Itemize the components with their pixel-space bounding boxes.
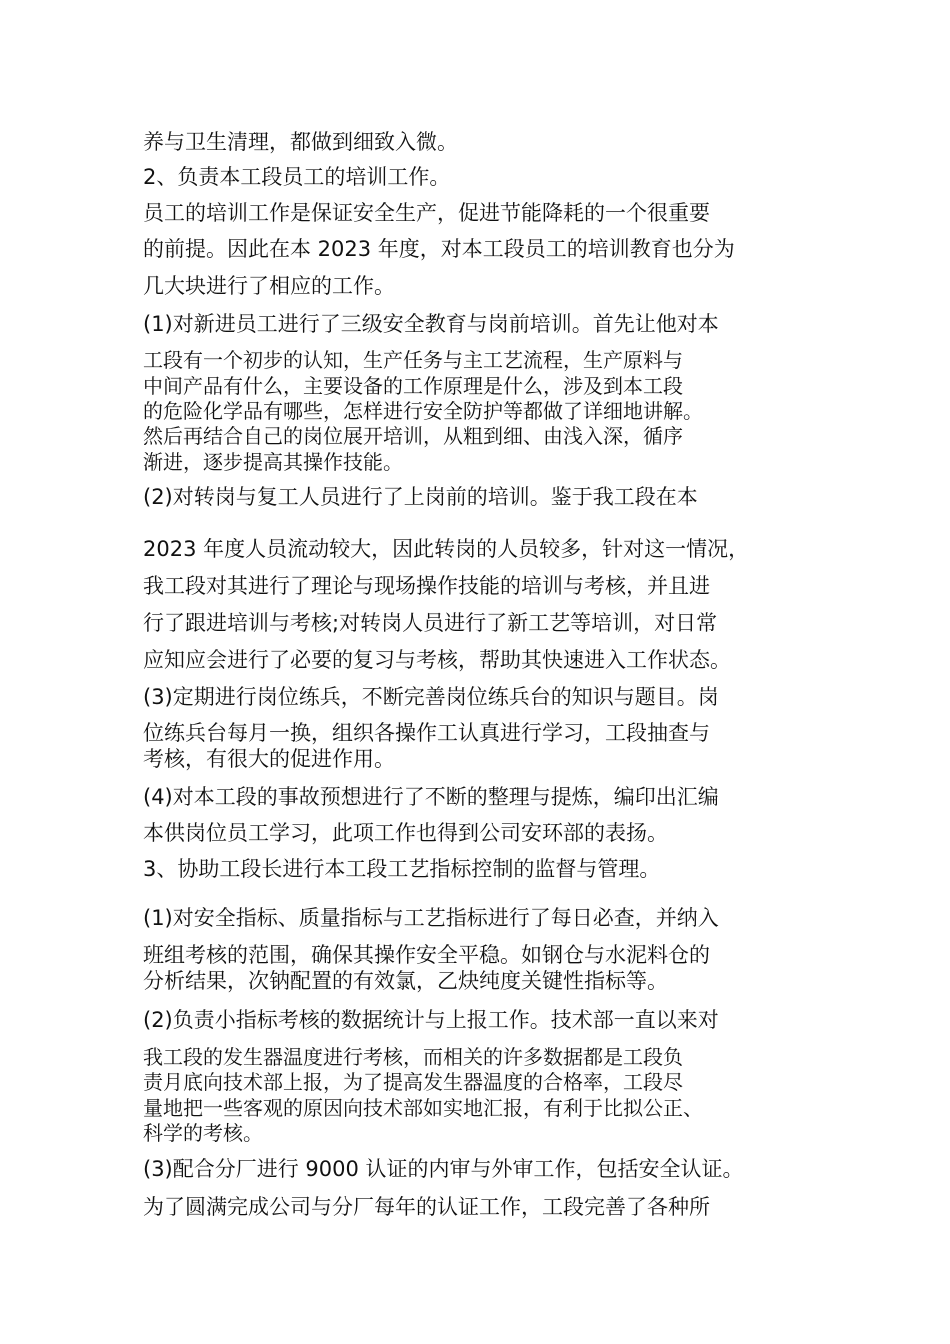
text-line: 我工段对其进行了理论与现场操作技能的培训与考核，并且进	[143, 574, 710, 598]
text-line: (1)对安全指标、质量指标与工艺指标进行了每日必查，并纳入	[143, 906, 719, 930]
text-line: 分析结果，次钠配置的有效氯，乙炔纯度关键性指标等。	[143, 969, 668, 993]
text-line: 2023 年度人员流动较大，因此转岗的人员较多，针对这一情况，	[143, 537, 750, 561]
text-line: 我工段的发生器温度进行考核，而相关的许多数据都是工段负	[143, 1045, 683, 1069]
text-line: 行了跟进培训与考核;对转岗人员进行了新工艺等培训，对日常	[143, 611, 718, 635]
text-line: 然后再结合自己的岗位展开培训，从粗到细、由浅入深，循序	[143, 424, 683, 448]
text-line: 3、协助工段长进行本工段工艺指标控制的监督与管理。	[143, 857, 661, 881]
text-line: 工段有一个初步的认知，生产任务与主工艺流程，生产原料与	[143, 348, 683, 372]
text-line: 中间产品有什么，主要设备的工作原理是什么，涉及到本工段	[143, 374, 683, 398]
text-line: (2)负责小指标考核的数据统计与上报工作。技术部一直以来对	[143, 1008, 719, 1032]
text-line: 的危险化学品有哪些，怎样进行安全防护等都做了详细地讲解。	[143, 399, 703, 423]
text-line: 养与卫生清理，都做到细致入微。	[143, 130, 458, 154]
text-line: 考核，有很大的促进作用。	[143, 747, 395, 771]
text-line: 员工的培训工作是保证安全生产，促进节能降耗的一个很重要	[143, 201, 710, 225]
text-line: (1)对新进员工进行了三级安全教育与岗前培训。首先让他对本	[143, 312, 719, 336]
text-line: 科学的考核。	[143, 1121, 263, 1145]
text-line: 责月底向技术部上报，为了提高发生器温度的合格率，工段尽	[143, 1070, 683, 1094]
text-line: 本供岗位员工学习，此项工作也得到公司安环部的表扬。	[143, 821, 668, 845]
text-line: 的前提。因此在本 2023 年度，对本工段员工的培训教育也分为	[143, 237, 735, 261]
text-line: (3)定期进行岗位练兵，不断完善岗位练兵台的知识与题目。岗	[143, 685, 719, 709]
text-line: 应知应会进行了必要的复习与考核，帮助其快速进入工作状态。	[143, 648, 731, 672]
text-line: 位练兵台每月一换，组织各操作工认真进行学习，工段抽查与	[143, 721, 710, 745]
text-line: (4)对本工段的事故预想进行了不断的整理与提炼，编印出汇编	[143, 785, 719, 809]
text-line: 班组考核的范围，确保其操作安全平稳。如钢仓与水泥料仓的	[143, 943, 710, 967]
text-line: 为了圆满完成公司与分厂每年的认证工作，工段完善了各种所	[143, 1195, 710, 1219]
text-line: 量地把一些客观的原因向技术部如实地汇报，有利于比拟公正、	[143, 1096, 703, 1120]
text-line: (2)对转岗与复工人员进行了上岗前的培训。鉴于我工段在本	[143, 485, 698, 509]
text-line: 几大块进行了相应的工作。	[143, 274, 395, 298]
text-line: (3)配合分厂进行 9000 认证的内审与外审工作，包括安全认证。	[143, 1157, 744, 1181]
text-line: 2、负责本工段员工的培训工作。	[143, 165, 451, 189]
text-line: 渐进，逐步提高其操作技能。	[143, 450, 403, 474]
